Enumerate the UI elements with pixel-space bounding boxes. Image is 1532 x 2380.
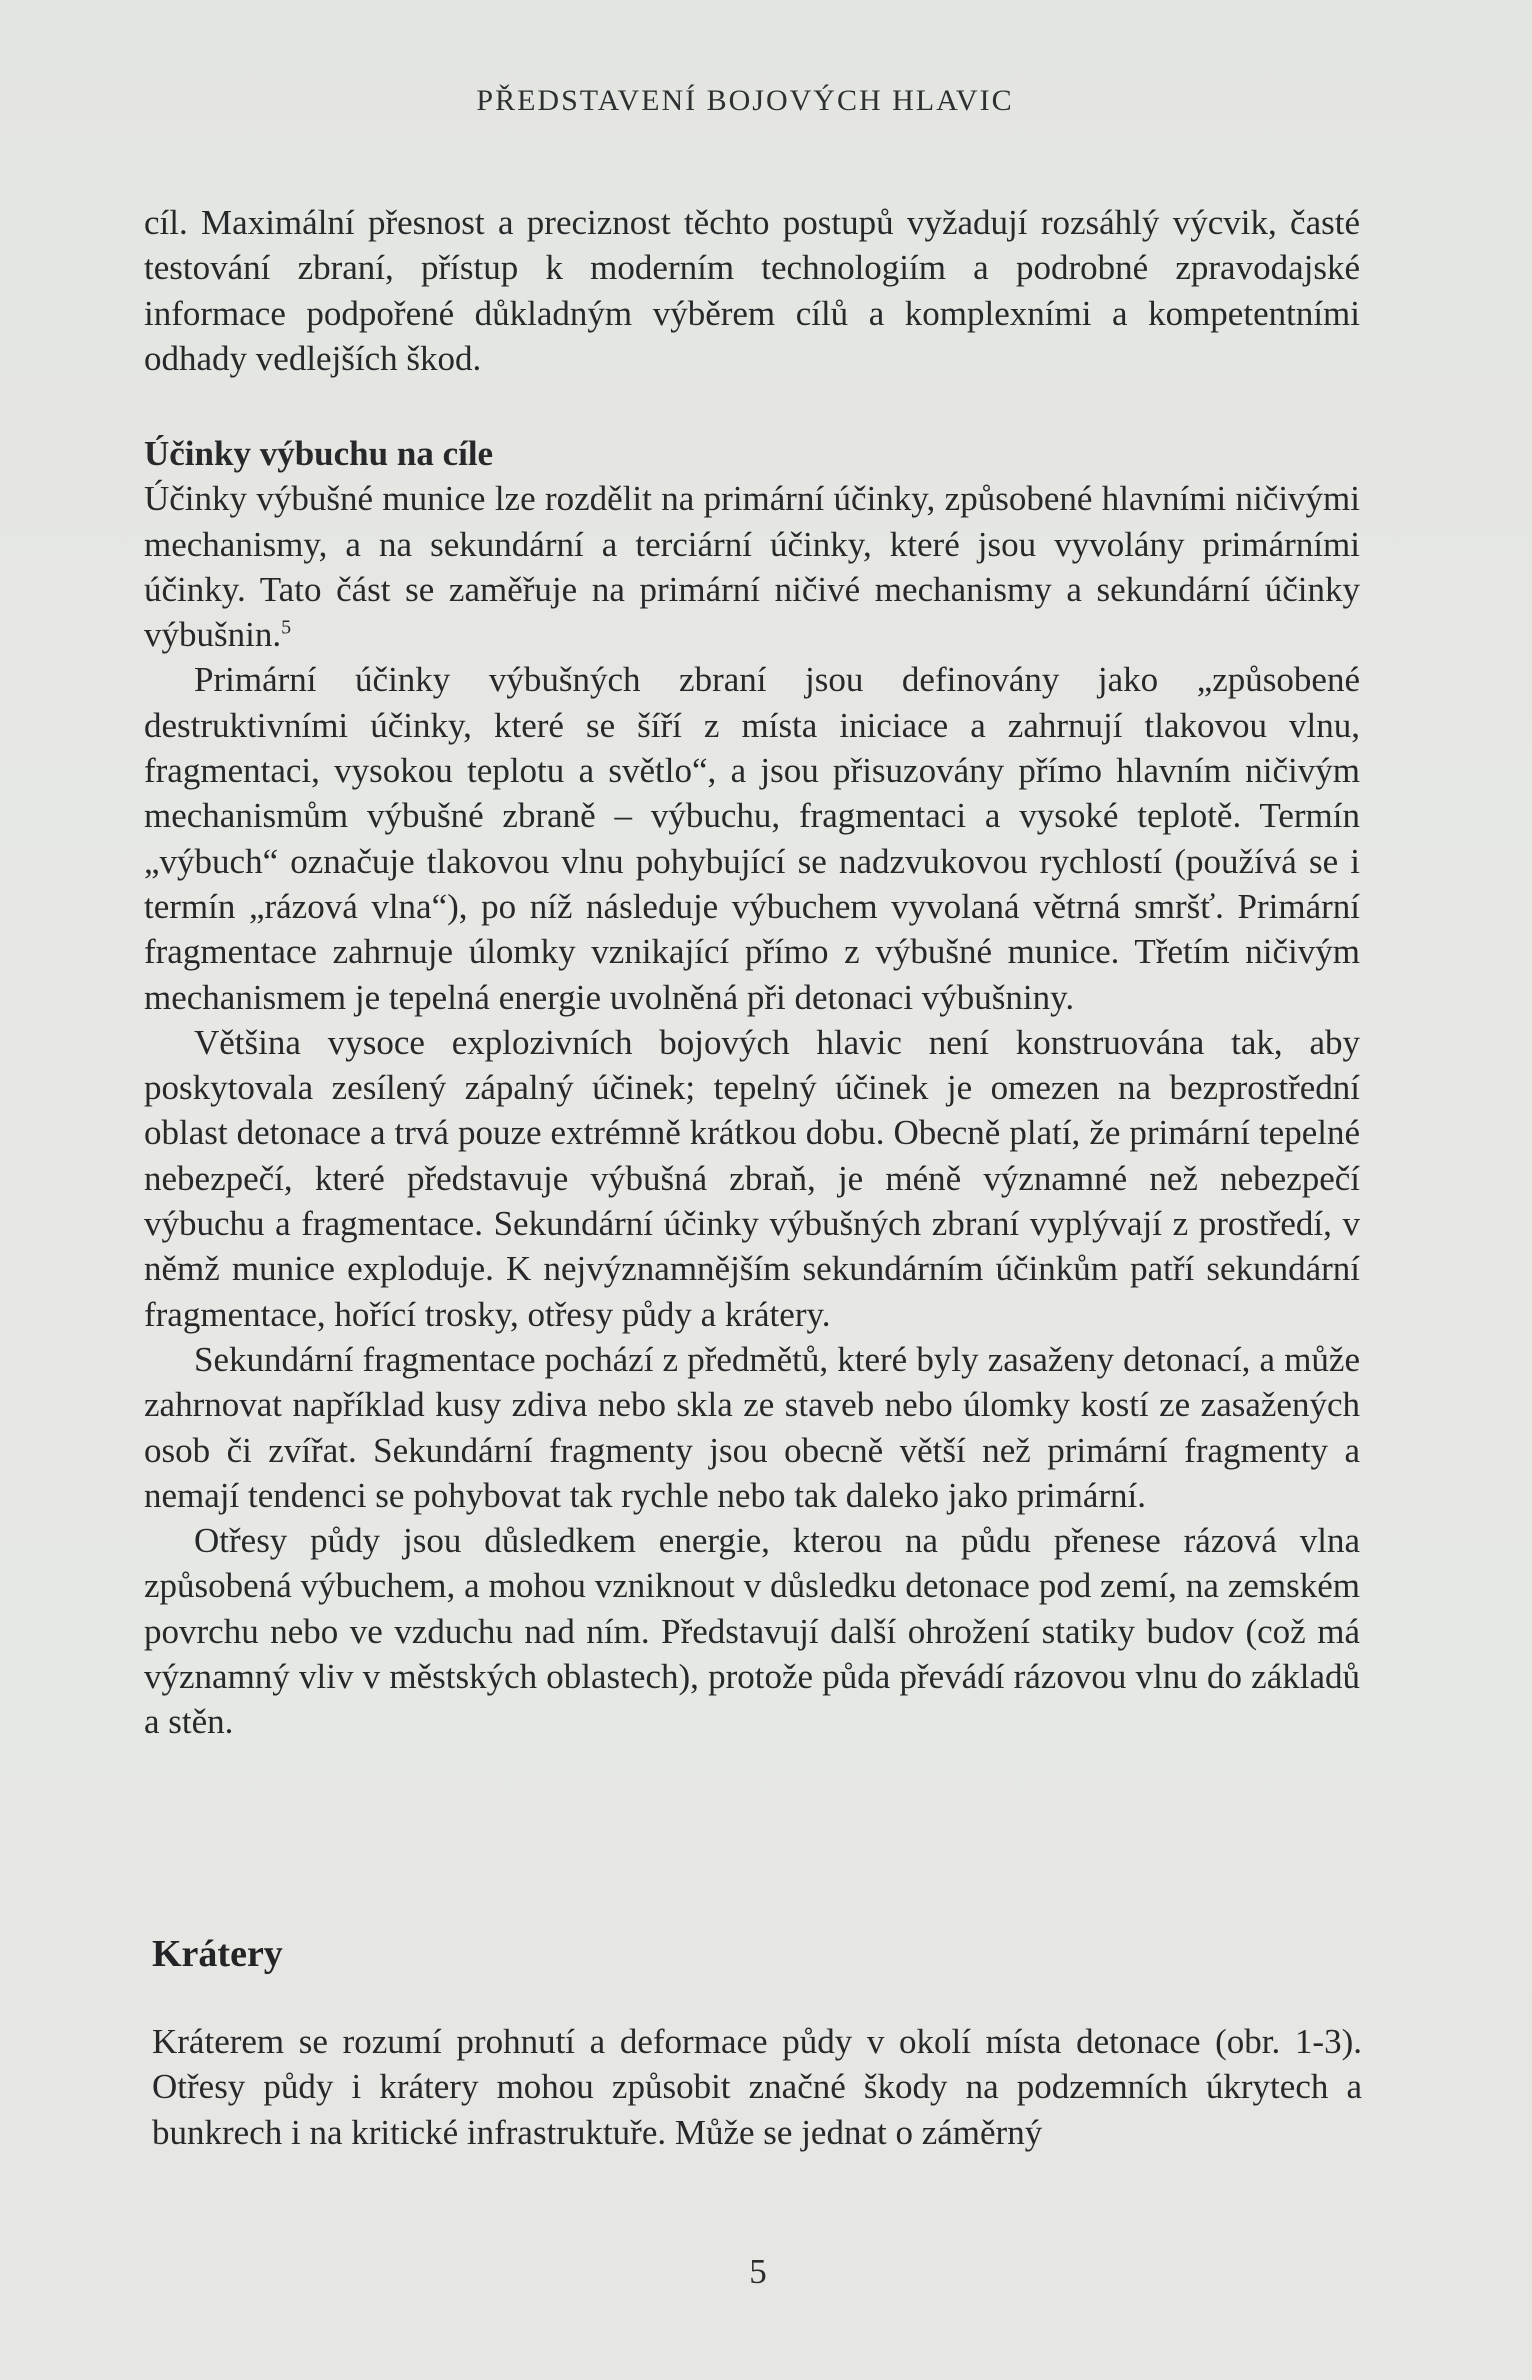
body-paragraph-2: Primární účinky výbušných zbraní jsou definovány jako „způsobené destruktivními účinky, které se šíří z místa iniciace a zahrnují tlakovou vlnu, fragmentaci, vysokou teplotu a světlo“, a jsou přisuzovány přímo hlavním ničivým mechanismům výbušné zbraně – výbuchu, fragmentaci a vysoké teplotě. Termín „výbuch“ označuje tlakovou vlnu pohybující se nadzvukovou rychlostí (používá se i termín „rázová vlna“), po níž následuje výbuchem vyvolaná větrná smršť. Primární fragmentace zahrnuje úlomky vznikající přímo z výbušné munice. Třetím ničivým mechanismem je tepelná energie uvolněná při detonaci výbušniny. [144, 660, 1360, 1017]
body-paragraph-1-text: Účinky výbušné munice lze rozdělit na primární účinky, způsobené hlavními ničivými mechanismy, a na sekundární a terciární účinky, které jsou vyvolány primárními účinky. Tato část se zaměřuje na primární ničivé mechanismy a sekundární účinky výbušnin. [144, 479, 1360, 655]
continuation-paragraph-block [144, 200, 1360, 381]
subsection-title: Účinky výbuchu na cíle [144, 434, 494, 473]
section-paragraph-1: Kráterem se rozumí prohnutí a deformace půdy v okolí místa detonace (obr. 1-3). Otřesy půdy i krátery mohou způsobit značné škody na podzemních úkrytech a bunkrech i na kritické infrastruktuře. Může se jednat o záměrný [152, 2022, 1362, 2152]
body-paragraph-4: Sekundární fragmentace pochází z předmětů, které byly zasaženy detonací, a může zahrnovat například kusy zdiva nebo skla ze staveb nebo úlomky kostí ze zasažených osob či zvířat. Sekundární fragmenty jsou obecně větší než primární fragmenty a nemají tendenci se pohybovat tak rychle nebo tak daleko jako primární. [144, 1339, 1360, 1515]
body-paragraph-3: Většina vysoce explozivních bojových hlavic není konstruována tak, aby poskytovala zesílený zápalný účinek; tepelný účinek je omezen na bezprostřední oblast detonace a trvá pouze extrémně krátkou dobu. Obecně platí, že primární tepelné nebezpečí, které představuje výbušná zbraň, je méně významné než nebezpečí výbuchu a fragmentace. Sekundární účinky výbušných zbraní vyplývají z prostředí, v němž munice exploduje. K nejvýznamnějším sekundárním účinkům patří sekundární fragmentace, hořící trosky, otřesy půdy a krátery. [144, 1022, 1360, 1334]
running-header: PŘEDSTAVENÍ BOJOVÝCH HLAVIC [476, 84, 1014, 117]
footnote-marker: 5 [281, 616, 292, 639]
section-title: Krátery [152, 1933, 283, 1975]
body-paragraph-1 [144, 476, 1360, 657]
craters-section [152, 2019, 1362, 2155]
continuation-paragraph: cíl. Maximální přesnost a preciznost těchto postupů vyžadují rozsáhlý výcvik, časté testování zbraní, přístup k moderním technologiím a podrobné zpravodajské informace podpořené důkladným výběrem cílů a komplexními a kompetentními odhady vedlejších škod. [144, 203, 1360, 378]
body-paragraph-5: Otřesy půdy jsou důsledkem energie, kterou na půdu přenese rázová vlna způsobená výbuchem, a mohou vzniknout v důsledku detonace pod zemí, na zemském povrchu nebo ve vzduchu nad ním. Představují další ohrožení statiky budov (což má významný vliv v městských oblastech), protože půda převádí rázovou vlnu do základů a stěn. [144, 1521, 1360, 1742]
page-number: 5 [749, 2252, 767, 2291]
blast-effects-section [144, 431, 1360, 1745]
